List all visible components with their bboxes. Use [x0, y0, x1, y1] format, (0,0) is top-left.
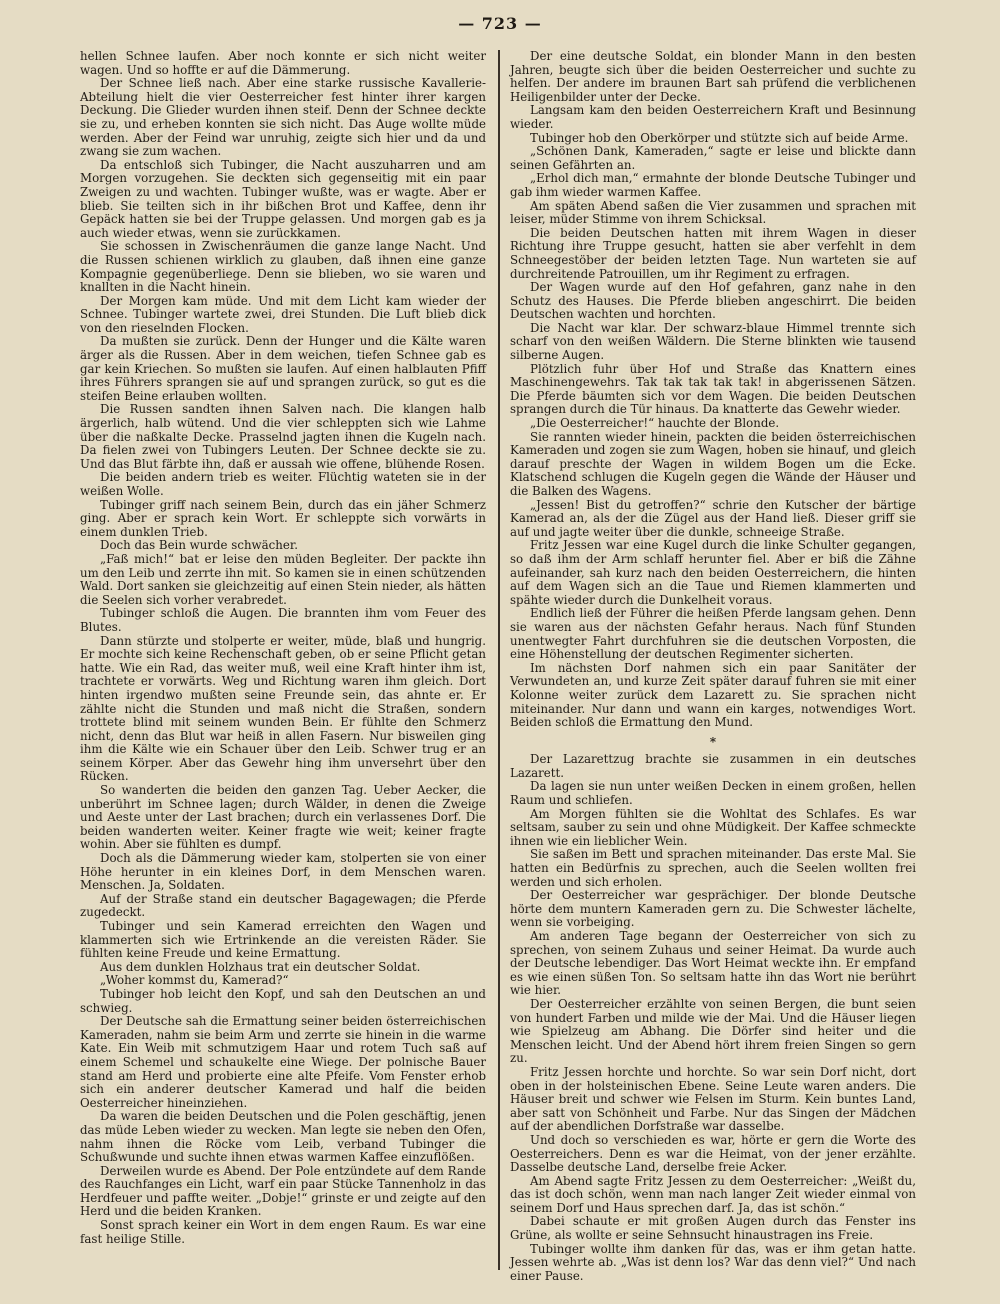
- paragraph: Sie schossen in Zwischenräumen die ganze lange Nacht. Und die Russen schienen wirklich zu glauben, daß ihnen eine ganze Kompagnie gegenüberliege. Denn sie blieben, wo sie waren und knallten in die Nacht hinein.: [80, 239, 486, 295]
- paragraph: Auf der Straße stand ein deutscher Bagagewagen; die Pferde zugedeckt.: [80, 891, 486, 920]
- paragraph: Der Wagen wurde auf den Hof gefahren, ganz nahe in den Schutz des Hauses. Die Pferde blieben angeschirrt. Die beiden Deutschen wachten und horchten.: [510, 280, 916, 322]
- paragraph: Doch das Bein wurde schwächer.: [100, 538, 298, 553]
- paragraph: Tubinger schloß die Augen. Die brannten ihm vom Feuer des Blutes.: [80, 606, 486, 634]
- paragraph: Fritz Jessen horchte und horchte. So war sein Dorf nicht, dort oben in der holsteinischen Ebene. Seine Leute waren anders. Die Häuser breit und schwer wie Felsen im Sturm. Kein buntes Land, aber satt von Schönheit und Farbe. Nur das Singen der Mädchen auf der abendlichen Dorfstraße war dasselbe.: [510, 1064, 916, 1134]
- paragraph: Sonst sprach keiner ein Wort in dem engen Raum. Es war eine fast heilige Stille.: [80, 1218, 486, 1246]
- paragraph: Der Oesterreicher erzählte von seinen Bergen, die bunt seien von hundert Farben und milde wie der Mai. Und die Häuser liegen wie Spielzeug am Abhang. Die Dörfer sind heiter und die Menschen leicht. Und der Abend hört ihrem freien Singen so gern zu.: [510, 996, 916, 1066]
- paragraph: „Jessen! Bist du getroffen?“ schrie den Kutscher der bärtige Kamerad an, als der die Zügel aus der Hand ließ. Dieser griff sie auf und jagte weiter über die dunkle, schneeige Straße.: [510, 497, 916, 539]
- paragraph: Tubinger wollte ihm danken für das, was er ihm getan hatte. Jessen wehrte ab. „Was ist denn los? War das denn viel?“ Und nach einer Pause.: [510, 1241, 916, 1283]
- paragraph: Der Morgen kam müde. Und mit dem Licht kam wieder der Schnee. Tubinger wartete zwei, drei Stunden. Die Luft blieb dick von den rieselnden Flocken.: [80, 293, 486, 335]
- page-number: — 723 —: [458, 14, 542, 33]
- paragraph: Die beiden Deutschen hatten mit ihrem Wagen in dieser Richtung ihre Truppe gesucht, hatten sie aber verfehlt in dem Schneegestöber der beiden letzten Tage. Nun warteten sie auf durchreitende Patrouillen, um ihr Regiment zu erfragen.: [510, 225, 916, 281]
- paragraph: Der Schnee ließ nach. Aber eine starke russische Kavallerie-Abteilung hielt die vier Oesterreicher fest hinter ihrer kargen Deckung. Die Glieder wurden ihnen steif. Denn der Schnee deckte sie zu, und erheben konnten sie sich nicht. Das Auge wollte müde werden. Aber der Feind war unruhig, zeigte sich hier und da und zwang sie zum wachen.: [80, 76, 486, 159]
- paragraph: Die beiden andern trieb es weiter. Flüchtig wateten sie in der weißen Wolle.: [80, 470, 486, 498]
- paragraph: Tubinger hob leicht den Kopf, und sah den Deutschen an und schwieg.: [80, 986, 486, 1015]
- paragraph: Derweilen wurde es Abend. Der Pole entzündete auf dem Rande des Rauchfanges ein Licht, warf ein paar Stücke Tannenholz in das Herdfeuer und paffte weiter. „Dobje!“ grinste er und zeigte auf den Herd und die beiden Kranken.: [80, 1163, 486, 1219]
- paragraph: Im nächsten Dorf nahmen sich ein paar Sanitäter der Verwundeten an, und kurze Zeit später darauf fuhren sie mit einer Kolonne weiter zurück dem Lazarett zu. Sie sprachen nicht miteinander. Nur dann und wann ein karges, notwendiges Wort. Beiden schloß die Ermattung den Mund.: [510, 660, 916, 730]
- paragraph: Tubinger und sein Kamerad erreichten den Wagen und klammerten sich wie Ertrinkende an die vereisten Räder. Sie fühlten keine Freude und keine Ermattung.: [80, 919, 486, 961]
- paragraph: Tubinger griff nach seinem Bein, durch das ein jäher Schmerz ging. Aber er sprach kein Wort. Er schleppte sich vorwärts in einem dunklen Trieb.: [80, 497, 486, 539]
- paragraph: Am anderen Tage begann der Oesterreicher von sich zu sprechen, von seinem Zuhaus und seiner Heimat. Da wurde auch der Deutsche lebendiger. Das Wort Heimat weckte ihn. Er empfand es wie einen süßen Ton. So seltsam hatte ihn das Wort nie berührt wie hier.: [510, 929, 916, 998]
- paragraph: Da lagen sie nun unter weißen Decken in einem großen, hellen Raum und schliefen.: [510, 779, 916, 808]
- paragraph: „Faß mich!“ bat er leise den müden Begleiter. Der packte ihn um den Leib und zerrte ihn mit. So kamen sie in einen schützenden Wald. Dort sanken sie gleichzeitig auf einen Stein nieder, als hätten die Seelen sich vorher verabredet.: [80, 551, 486, 607]
- paragraph: Aus dem dunklen Holzhaus trat ein deutscher Soldat.: [100, 959, 421, 974]
- paragraph: Dabei schaute er mit großen Augen durch das Fenster ins Grüne, als wollte er seine Sehnsucht hinaustragen ins Freie.: [510, 1214, 916, 1243]
- paragraph: Da mußten sie zurück. Denn der Hunger und die Kälte waren ärger als die Russen. Aber in dem weichen, tiefen Schnee gab es gar kein Kriechen. So mußten sie laufen. Auf einen halblauten Pfiff ihres Führers sprangen sie auf und sprangen zurück, so gut es die steifen Beine erlauben wollten.: [80, 334, 486, 403]
- paragraph: „Erhol dich man,“ ermahnte der blonde Deutsche Tubinger und gab ihm wieder warmen Kaffee.: [510, 171, 916, 199]
- paragraph: Der Deutsche sah die Ermattung seiner beiden österreichischen Kameraden, nahm sie beim Arm und zerrte sie hinein in die warme Kate. Ein Weib mit schmutzigem Haar und rotem Tuch saß auf einem Schemel und schaukelte eine Wiege. Der polnische Bauer stand am Herd und probierte eine alte Pfeife. Vom Fenster erhob sich ein anderer deutscher Kamerad und half die beiden Oesterreicher hineinziehen.: [80, 1014, 486, 1110]
- paragraph: Plötzlich fuhr über Hof und Straße das Knattern eines Maschinengewehrs. Tak tak tak tak tak! in abgerissenen Sätzen. Die Pferde bäumten sich vor dem Wagen. Die beiden Deutschen sprangen durch die Tür hinaus. Da knatterte das Gewehr wieder.: [510, 361, 916, 417]
- paragraph: hellen Schnee laufen. Aber noch konnte er sich nicht weiter wagen. Und so hoffte er auf die Dämmerung.: [80, 49, 486, 77]
- paragraph: Am späten Abend saßen die Vier zusammen und sprachen mit leiser, müder Stimme von ihrem Schicksal.: [510, 198, 916, 227]
- paragraph: Der Lazarettzug brachte sie zusammen in ein deutsches Lazarett.: [510, 752, 916, 780]
- paragraph: Der eine deutsche Soldat, ein blonder Mann in den besten Jahren, beugte sich über die beiden Oesterreicher und suchte zu helfen. Der andere im braunen Bart sah prüfend die verblichenen Heiligenbilder unter der Decke.: [510, 49, 916, 104]
- paragraph: „Woher kommst du, Kamerad?“: [100, 973, 289, 988]
- paragraph: Endlich ließ der Führer die heißen Pferde langsam gehen. Denn sie waren aus der nächsten Gefahr heraus. Nach fünf Stunden unentwegter Fahrt durchfuhren sie die deutschen Vorposten, die eine Höhenstellung der deutschen Regimenter sicherten.: [510, 606, 916, 662]
- paragraph: Langsam kam den beiden Oesterreichern Kraft und Besinnung wieder.: [510, 103, 916, 131]
- paragraph: Tubinger hob den Oberkörper und stützte sich auf beide Arme.: [530, 130, 909, 145]
- paragraph: Fritz Jessen war eine Kugel durch die linke Schulter gegangen, so daß ihm der Arm schlaff herunter fiel. Aber er biß die Zähne aufeinander, sah kurz nach den beiden Oesterreichern, die hinten auf dem Wagen sich an die Taue und Riemen klammerten und spähte wieder durch die Dunkelheit voraus.: [510, 538, 916, 607]
- column-divider: [498, 50, 500, 1270]
- paragraph: Sie saßen im Bett und sprachen miteinander. Das erste Mal. Sie hatten ein Bedürfnis zu sprechen, auch die Seelen wollten frei werden und sich erholen.: [510, 847, 916, 889]
- paragraph: So wanderten die beiden den ganzen Tag. Ueber Aecker, die unberührt im Schnee lagen; durch Wälder, in denen die Zweige und Aeste unter der Last brachen; durch ein verlassenes Dorf. Die beiden wanderten weiter. Keiner fragte wie weit; keiner fragte wohin. Aber sie fühlten es dumpf.: [80, 783, 486, 852]
- paragraph: Sie rannten wieder hinein, packten die beiden österreichischen Kameraden und zogen sie zum Wagen, hoben sie hinauf, und gleich darauf preschte der Wagen in wildem Bogen um die Ecke. Klatschend schlugen die Kugeln gegen die Wände der Häuser und die Balken des Wagens.: [510, 429, 916, 498]
- paragraph: Die Russen sandten ihnen Salven nach. Die klangen halb ärgerlich, halb wütend. Und die vier schleppten sich wie Lahme über die naßkalte Decke. Prasselnd jagten ihnen die Kugeln nach. Da fielen zwei von Tubingers Leuten. Der Schnee deckte sie zu. Und das Blut färbte ihn, daß er aussah wie offene, blühende Rosen.: [80, 402, 486, 471]
- paragraph: Am Morgen fühlten sie die Wohltat des Schlafes. Es war seltsam, sauber zu sein und ohne Müdigkeit. Der Kaffee schmeckte ihnen wie ein lieblicher Wein.: [510, 806, 916, 848]
- left-column: [80, 50, 486, 1246]
- paragraph: „Die Oesterreicher!“ hauchte der Blonde.: [530, 416, 780, 431]
- section-separator: *: [709, 734, 717, 749]
- paragraph: Am Abend sagte Fritz Jessen zu dem Oesterreicher: „Weißt du, das ist doch schön, wenn man nach langer Zeit wieder einmal von seinem Dorf und Haus sprechen darf. Ja, das ist schön.“: [510, 1173, 916, 1215]
- right-column: [510, 50, 916, 1283]
- paragraph: Die Nacht war klar. Der schwarz-blaue Himmel trennte sich scharf von den weißen Wäldern. Die Sterne blinkten wie tausend silberne Augen.: [510, 320, 916, 363]
- paragraph: Und doch so verschieden es war, hörte er gern die Worte des Oesterreichers. Denn es war die Heimat, von der jener erzählte. Dasselbe deutsche Land, derselbe freie Acker.: [510, 1132, 916, 1175]
- paragraph: Dann stürzte und stolperte er weiter, müde, blaß und hungrig. Er mochte sich keine Rechenschaft geben, ob er seine Pflicht getan hatte. Wie ein Rad, das weiter muß, weil eine Kraft hinter ihm ist, trachtete er vorwärts. Weg und Richtung waren ihm gleich. Dort hinten irgendwo mußten seine Freunde sein, das ahnte er. Er zählte nicht die Stunden und maß nicht die Straßen, sondern trottete blind mit seinem wunden Bein. Er fühlte den Schmerz nicht, denn das Blut war heiß in allen Fasern. Nur bisweilen ging ihm die Kälte wie ein Schauer über den Leib. Schwer trug er an seinem Körper. Aber das Gewehr hing ihm unversehrt über den Rücken.: [80, 633, 486, 784]
- paragraph: Der Oesterreicher war gesprächiger. Der blonde Deutsche hörte dem muntern Kameraden gern zu. Die Schwester lächelte, wenn sie vorbeiging.: [510, 888, 916, 930]
- paragraph: Da waren die beiden Deutschen und die Polen geschäftig, jenen das müde Leben wieder zu wecken. Man legte sie neben den Ofen, nahm ihnen die Röcke vom Leib, verband Tubinger die Schußwunde und suchte ihnen etwas warmen Kaffee einzuflößen.: [80, 1109, 486, 1165]
- paragraph: Da entschloß sich Tubinger, die Nacht auszuharren und am Morgen vorzugehen. Sie deckten sich gegenseitig mit ein paar Zweigen zu und wachten. Tubinger wußte, was er wagte. Aber er blieb. Sie teilten sich in ihr bißchen Brot und Kaffee, denn ihr Gepäck hatten sie bei der Truppe gelassen. Und morgen gab es ja auch wieder etwas, wenn sie zurückkamen.: [80, 157, 486, 240]
- paragraph: „Schönen Dank, Kameraden,“ sagte er leise und blickte dann seinen Gefährten an.: [510, 144, 916, 172]
- paragraph: Doch als die Dämmerung wieder kam, stolperten sie von einer Höhe herunter in ein kleines Dorf, in dem Menschen waren. Menschen. Ja, Soldaten.: [80, 851, 486, 893]
